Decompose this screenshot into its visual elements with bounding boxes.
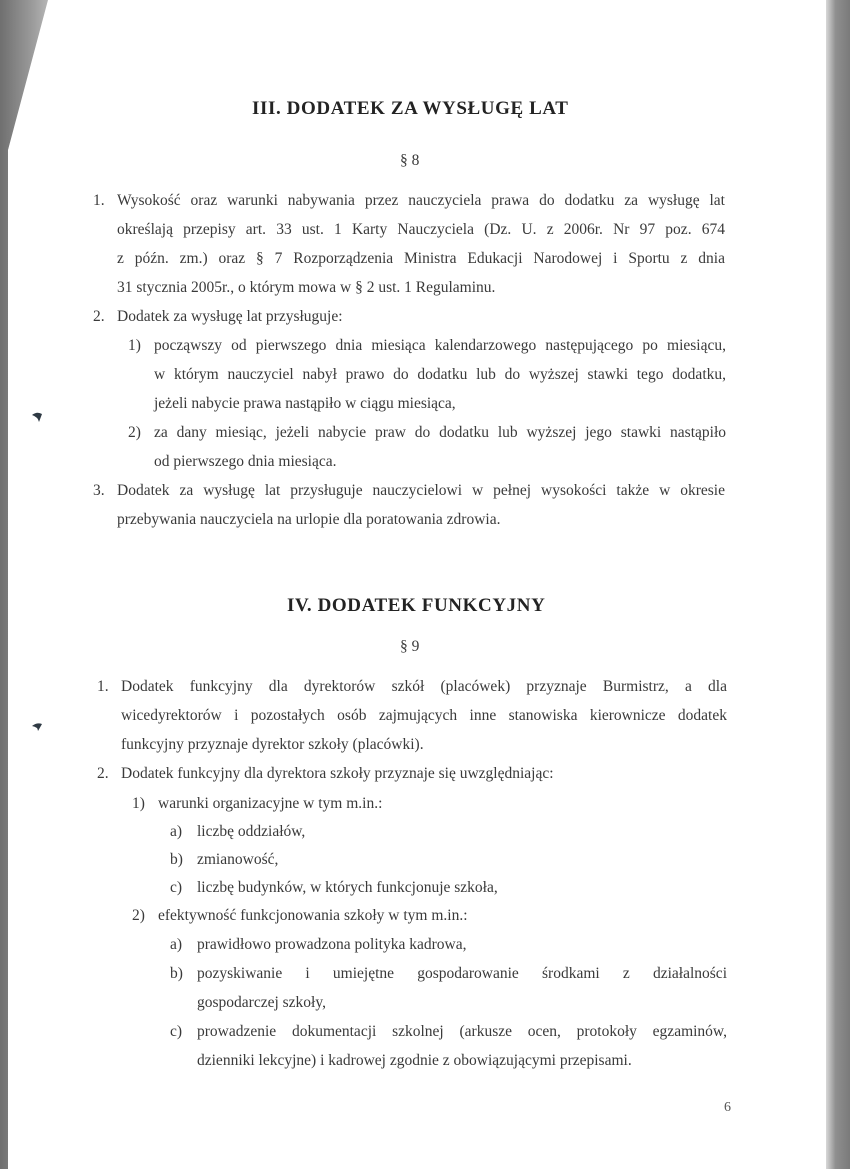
subitem-line: począwszy od pierwszego dnia miesiąca kalendarzowego następującego po miesiącu, (154, 337, 726, 354)
item-line: Dodatek za wysługę lat przysługuje nauczycielowi w pełnej wysokości także w okresie (117, 482, 725, 499)
subitem-line: warunki organizacyjne w tym m.in.: (158, 795, 383, 812)
subitem-line: w którym nauczyciel nabył prawo do dodatku lub do wyższej stawki tego dodatku, (154, 366, 726, 383)
letter-item-line: zmianowość, (197, 851, 279, 868)
letter-item-line: prawidłowo prowadzona polityka kadrowa, (197, 936, 467, 953)
item-line: Wysokość oraz warunki nabywania przez nauczyciela prawa do dodatku za wysługę lat (117, 192, 725, 209)
subitem-number: 2) (132, 907, 145, 924)
item-number: 3. (93, 482, 105, 499)
item-line: 31 stycznia 2005r., o którym mowa w § 2 ust. 1 Regulaminu. (117, 279, 496, 296)
letter-item-number: a) (170, 823, 183, 840)
page-number: 6 (724, 1100, 731, 1115)
section-4-title: IV. DODATEK FUNKCYJNY (287, 595, 546, 616)
letter-item-line: prowadzenie dokumentacji szkolnej (arkusze ocen, protokoły egzaminów, (197, 1023, 727, 1040)
letter-item-number: c) (170, 879, 183, 896)
item-line: Dodatek za wysługę lat przysługuje: (117, 308, 343, 325)
subitem-number: 2) (128, 424, 141, 441)
letter-item-number: c) (170, 1023, 183, 1040)
item-line: z późn. zm.) oraz § 7 Rozporządzenia Ministra Edukacji Narodowej i Sportu z dnia (117, 250, 725, 267)
letter-item-line: liczbę budynków, w których funkcjonuje szkoła, (197, 879, 498, 896)
letter-item-line: gospodarczej szkoły, (197, 994, 326, 1011)
letter-item-number: a) (170, 936, 183, 953)
item-number: 1. (93, 192, 105, 209)
item-line: wicedyrektorów i pozostałych osób zajmujących inne stanowiska kierownicze dodatek (121, 707, 727, 724)
scan-shadow-right (826, 0, 850, 1169)
punch-hole-mark-icon (30, 410, 44, 424)
subitem-line: za dany miesiąc, jeżeli nabycie praw do dodatku lub wyższej jego stawki nastąpiło (154, 424, 726, 441)
subitem-line: efektywność funkcjonowania szkoły w tym m.in.: (158, 907, 468, 924)
punch-hole-mark-icon (30, 720, 44, 734)
letter-item-line: pozyskiwanie i umiejętne gospodarowanie środkami z działalności (197, 965, 727, 982)
item-line: przebywania nauczyciela na urlopie dla poratowania zdrowia. (117, 511, 501, 528)
section-3-title: III. DODATEK ZA WYSŁUGĘ LAT (252, 98, 569, 119)
document-page (8, 0, 826, 1169)
letter-item-line: dzienniki lekcyjne) i kadrowej zgodnie z obowiązującymi przepisami. (197, 1052, 632, 1069)
item-line: Dodatek funkcyjny dla dyrektorów szkół (placówek) przyznaje Burmistrz, a dla (121, 678, 727, 695)
letter-item-line: liczbę oddziałów, (197, 823, 306, 840)
item-line: Dodatek funkcyjny dla dyrektora szkoły przyznaje się uwzględniając: (121, 765, 554, 782)
subitem-number: 1) (128, 337, 141, 354)
letter-item-number: b) (170, 851, 183, 868)
subitem-line: od pierwszego dnia miesiąca. (154, 453, 337, 470)
item-number: 2. (93, 308, 105, 325)
subitem-line: jeżeli nabycie prawa nastąpiło w ciągu miesiąca, (154, 395, 456, 412)
section-3-paragraph-sign: § 8 (400, 152, 420, 169)
letter-item-number: b) (170, 965, 183, 982)
item-line: funkcyjny przyznaje dyrektor szkoły (placówki). (121, 736, 424, 753)
item-number: 1. (97, 678, 109, 695)
item-number: 2. (97, 765, 109, 782)
item-line: określają przepisy art. 33 ust. 1 Karty Nauczyciela (Dz. U. z 2006r. Nr 97 poz. 674 (117, 221, 725, 238)
subitem-number: 1) (132, 795, 145, 812)
section-4-paragraph-sign: § 9 (400, 638, 420, 655)
